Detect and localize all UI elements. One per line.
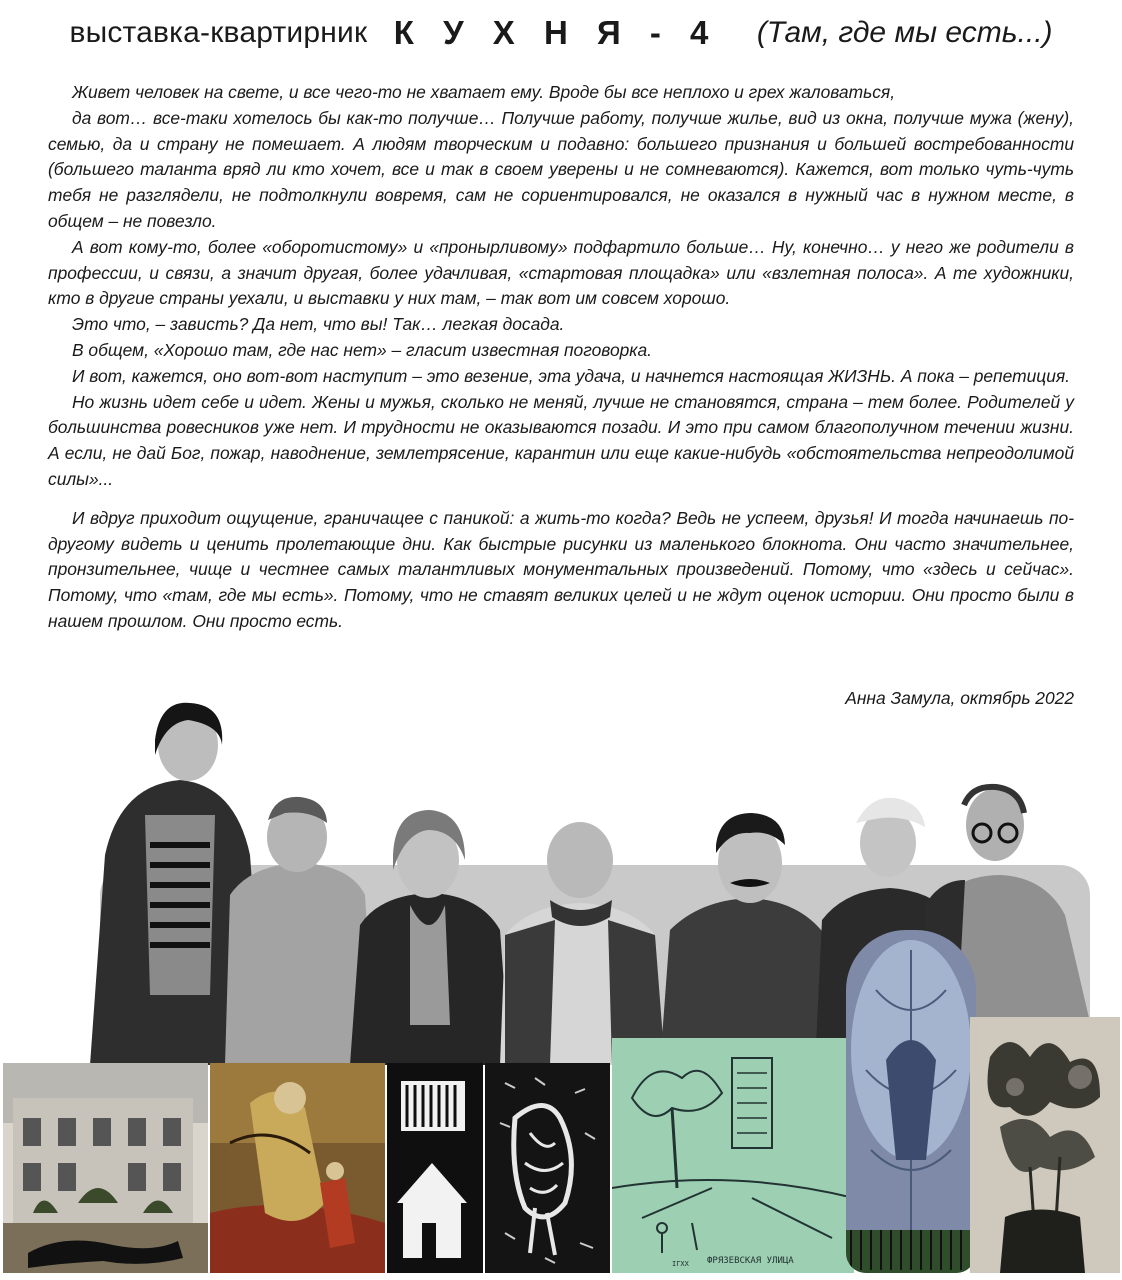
artwork-wood-painting [846, 930, 976, 1273]
signature: Анна Замула, октябрь 2022 [845, 688, 1074, 708]
corner-caption: IГXX [672, 1260, 689, 1268]
exhibition-header [0, 14, 1122, 52]
article-text [48, 80, 1074, 635]
paragraph: Это что, – зависть? Да нет, что вы! Так… легкая досада. [72, 314, 565, 335]
paragraph: да вот… все-таки хотелось бы как-то получше… Получше работу, получше жилье, вид из окна, получше мужа (жену), семью, да и страну не помешает. А людям творческим и подавно: большего признания и большей востребованности (большего таланта вряд ли кто хочет, все и так в своем уверены и не сомневаются). Кажется, вот только чуть-чуть тебя не разглядели, не подтолкнули вовремя, сам не сориентировался, не оказался в нужный час в нужном месте, в общем – не повезло. [48, 107, 1074, 231]
person-4 [500, 822, 665, 1065]
paragraph: Но жизнь идет себе и идет. Жены и мужья, сколько не меняй, лучше не становятся, страна – тем более. Родителей у большинства ровесников уже нет. И трудности не оказываются позади. И это при самом благополучном течении жизни. А если, не дай Бог, пожар, наводнение, землетрясение, карантин или еще какие-нибудь «обстоятельства непреодолимой силы»... [48, 391, 1074, 489]
person-3 [350, 810, 510, 1065]
header-title: К У Х Н Я - 4 [393, 14, 719, 51]
artwork-flowers-ink [970, 1017, 1120, 1273]
paragraph: И вдруг приходит ощущение, граничащее с паникой: а жить-то когда? Ведь не успеем, друзья! И тогда начинаешь по-другому видеть и ценить пролетающие дни. Как быстрые рисунки из маленького блокнота. Они часто значительнее, пронзительнее, чище и честнее самых талантливых монументальных произведений. Потому, что «здесь и сейчас». Потому, что «там, где мы есть». Потому, что не ставят великих целей и не ждут оценок истории. Они просто были в нашем прошлом. Они просто есть. [48, 507, 1074, 631]
paragraph: И вот, кажется, оно вот-вот наступит – это везение, эта удача, и начнется настоящая ЖИЗНЬ. А пока – репетиция. [72, 365, 1070, 386]
artwork-house-painting [3, 1063, 208, 1273]
person-5 [660, 813, 835, 1065]
header-prefix: выставка-квартирник [69, 16, 368, 49]
header-subtitle: (Там, где мы есть...) [756, 16, 1053, 49]
artwork-bird-linocut [485, 1063, 610, 1273]
paragraph: В общем, «Хорошо там, где нас нет» – гласит известная поговорка. [72, 339, 653, 360]
paragraph: А вот кому-то, более «оборотистому» и «пронырливому» подфартило больше… Ну, конечно… у него же родители в профессии, и связи, а значит другая, более удачливая, «стартовая площадка» или «взлетная полоса». А те художники, кто в другие страны уехали, и выставки у них там, – так вот им совсем хорошо. [48, 236, 1074, 309]
street-caption: ФРЯЗЕВСКАЯ УЛИЦА [707, 1256, 794, 1266]
artwork-figures-painting [210, 1063, 385, 1273]
paragraph: Живет человек на свете, и все чего-то не хватает ему. Вроде бы все неплохо и грех жаловаться, [72, 82, 896, 102]
person-2 [225, 797, 375, 1065]
artwork-street-sketch [612, 1038, 854, 1273]
artwork-linocut-house [387, 1063, 483, 1273]
